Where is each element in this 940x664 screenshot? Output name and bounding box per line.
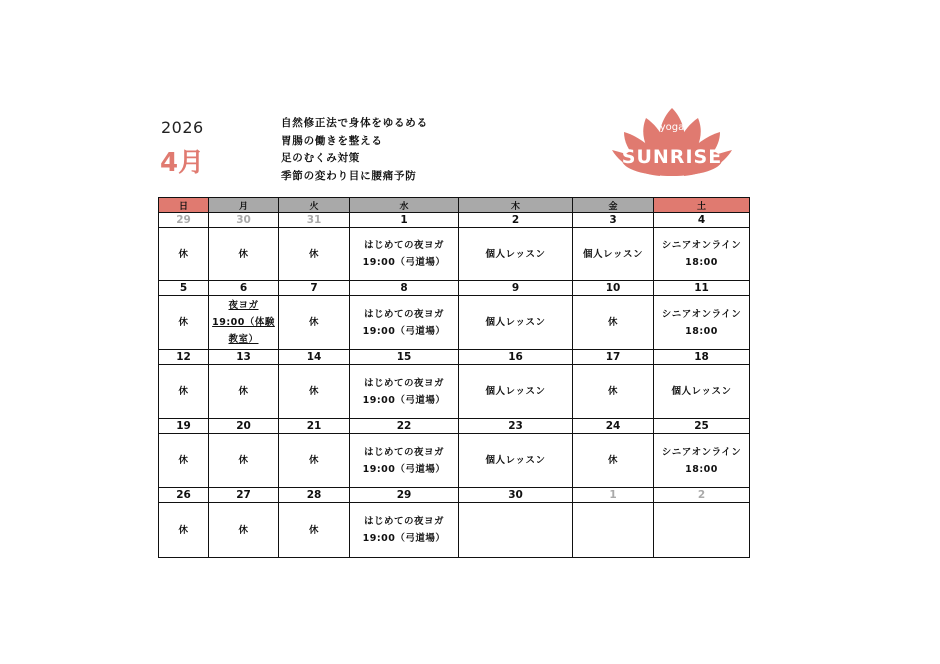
day-number: 30 [459,488,573,503]
day-number: 4 [654,213,750,228]
event-text: はじめての夜ヨガ [363,240,444,251]
day-number: 27 [209,488,279,503]
event-row [159,503,750,558]
event-cell [573,434,654,488]
monthly-topics [281,115,428,185]
event-text: はじめての夜ヨガ [363,516,444,527]
event-text: 個人レッスン [583,248,643,260]
event-text: 個人レッスン [485,248,546,260]
day-number-row [159,350,750,365]
day-number: 29 [159,213,209,228]
event-text: はじめての夜ヨガ [363,308,444,320]
event-cell-empty [573,503,654,558]
day-number: 13 [209,350,279,365]
day-number: 8 [350,281,459,296]
event-text: 休 [607,455,618,466]
event-cell [209,434,279,488]
event-cell [459,434,573,488]
day-number: 10 [573,281,654,296]
day-number: 22 [350,419,459,434]
weekday-wednesday: 水 [350,198,459,213]
event-text: 休 [238,386,249,397]
event-row [159,228,750,281]
event-time: 18:00 [685,325,718,337]
day-number: 7 [279,281,350,296]
event-text: 休 [178,455,189,466]
day-number: 16 [459,350,573,365]
day-number-row [159,419,750,434]
event-text: 個人レッスン [485,455,546,466]
event-cell [459,228,573,281]
day-number-row [159,281,750,296]
weekday-saturday: 土 [654,198,750,213]
event-cell [573,365,654,419]
event-cell [279,434,350,488]
event-cell [350,296,459,350]
event-cell [654,434,750,488]
event-cell [350,503,459,558]
event-text: はじめての夜ヨガ [363,446,444,458]
event-text: 休 [607,317,618,328]
day-number: 5 [159,281,209,296]
day-number: 31 [279,213,350,228]
day-number: 11 [654,281,750,296]
event-cell [459,365,573,419]
event-cell [459,296,573,350]
event-text: はじめての夜ヨガ [363,377,444,389]
event-text: 休 [238,455,249,466]
day-number: 14 [279,350,350,365]
event-cell [279,503,350,558]
weekday-monday: 月 [209,198,279,213]
event-time: 19:00（弓道場） [362,394,446,406]
event-time: 19:00（体験 [212,317,275,328]
event-text: 休 [178,317,189,328]
day-number: 26 [159,488,209,503]
day-number: 9 [459,281,573,296]
calendar-year: 2026 [161,118,204,137]
day-number-row [159,213,750,228]
event-cell [159,503,209,558]
event-text: 休 [308,455,319,466]
topic-item: 自然修正法で身体をゆるめる [281,117,428,129]
event-cell [209,365,279,419]
day-number: 25 [654,419,750,434]
event-cell [350,434,459,488]
event-time: 19:00（弓道場） [362,325,446,337]
event-cell [654,228,750,281]
event-cell [209,503,279,558]
weekday-thursday: 木 [459,198,573,213]
day-number: 2 [654,488,750,503]
day-number: 19 [159,419,209,434]
calendar-month: 4月 [160,148,205,178]
event-time: 18:00 [685,257,718,268]
event-text: 個人レッスン [485,317,546,328]
event-text: 休 [238,524,249,536]
event-cell [279,228,350,281]
day-number: 1 [350,213,459,228]
event-text: 休 [308,248,319,260]
event-text: 休 [178,524,189,536]
day-number: 1 [573,488,654,503]
event-location: 教室） [228,334,259,345]
topic-item: 季節の変わり目に腰痛予防 [281,169,417,182]
event-text: 休 [238,248,249,260]
event-row [159,296,750,350]
event-row [159,365,750,419]
event-cell [573,228,654,281]
event-time: 19:00（弓道場） [362,257,446,268]
day-number: 6 [209,281,279,296]
day-number: 15 [350,350,459,365]
event-cell [159,365,209,419]
event-time: 19:00（弓道場） [362,533,446,544]
event-text: 夜ヨガ [228,300,259,311]
event-text: 個人レッスン [485,386,546,397]
event-cell [654,296,750,350]
weekday-header-row [159,198,750,213]
day-number: 3 [573,213,654,228]
event-cell [159,296,209,350]
weekday-friday: 金 [573,198,654,213]
event-text: シニアオンライン [661,446,742,458]
event-row [159,434,750,488]
day-number: 20 [209,419,279,434]
topic-item: 胃腸の働きを整える [281,134,383,147]
logo-yoga-text: yoga [659,122,685,133]
event-cell [159,434,209,488]
event-cell-empty [654,503,750,558]
event-text: 休 [308,386,319,397]
event-text: 休 [178,386,189,397]
weekday-sunday: 日 [159,198,209,213]
day-number-row [159,488,750,503]
event-cell [209,228,279,281]
event-cell [654,365,750,419]
lotus-logo-icon [610,104,734,184]
event-cell [279,365,350,419]
sunrise-logo [610,104,734,184]
day-number: 18 [654,350,750,365]
event-time: 19:00（弓道場） [362,463,446,475]
event-text: 休 [178,248,189,260]
day-number: 2 [459,213,573,228]
day-number: 24 [573,419,654,434]
day-number: 28 [279,488,350,503]
event-text: 休 [607,386,618,397]
day-number: 30 [209,213,279,228]
event-cell [279,296,350,350]
day-number: 29 [350,488,459,503]
event-text: 個人レッスン [671,386,732,397]
event-text: 休 [308,317,319,328]
day-number: 17 [573,350,654,365]
event-text: 休 [308,524,319,536]
event-cell [573,296,654,350]
day-number: 12 [159,350,209,365]
event-text: シニアオンライン [661,240,742,251]
topic-item: 足のむくみ対策 [281,152,361,164]
day-number: 23 [459,419,573,434]
event-time: 18:00 [685,463,718,475]
weekday-tuesday: 火 [279,198,350,213]
day-number: 21 [279,419,350,434]
logo-sunrise-text: SUNRISE [621,146,723,168]
event-cell [350,365,459,419]
event-cell [350,228,459,281]
calendar-table [158,197,750,558]
event-cell-empty [459,503,573,558]
event-cell [209,296,279,350]
event-text: シニアオンライン [661,308,742,320]
event-cell [159,228,209,281]
